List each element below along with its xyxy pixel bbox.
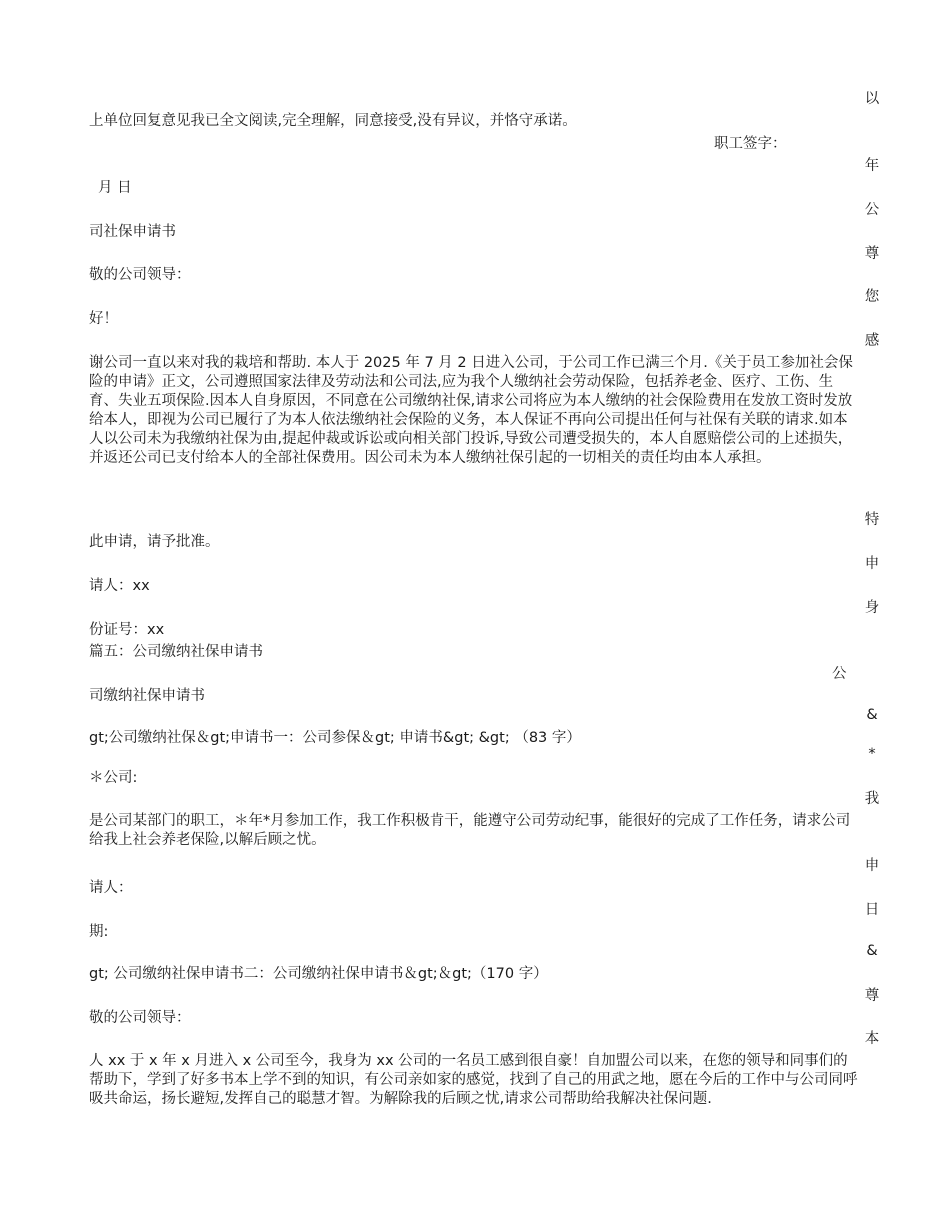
company-line: ＊公司: — [89, 770, 138, 786]
side-char: 您 — [864, 289, 880, 305]
hello-line: 好！ — [89, 311, 118, 327]
gt-line-1: gt;公司缴纳社保＆gt;申请书一：公司参保＆gt; 申请书&gt; &gt; （83 字） — [89, 730, 581, 746]
floating-char: 公 — [832, 666, 847, 682]
id-number-line: 份证号：xx — [89, 622, 165, 638]
side-char: 尊 — [864, 988, 880, 1004]
gt-line-2: gt; 公司缴纳社保申请书二：公司缴纳社保申请书＆gt;＆gt;（170 字） — [89, 966, 548, 982]
section-title-2: 司缴纳社保申请书 — [89, 688, 205, 704]
applicant-line-1: 请人：xx — [89, 578, 150, 594]
side-char: 感 — [864, 333, 880, 349]
body-paragraph-1: 谢公司一直以来对我的栽培和帮助. 本人于 2025 年 7 月 2 日进入公司，于公司工作已满三个月.《关于员工参加社会保险的申请》正文，公司遵照国家法律及劳动法和公司法,应为我个人缴纳社会劳动保险，包括养老金、医疗、工伤、生育、失业五项保险.因本人自身原因，不同意在公司缴纳社保,请求公司将应为本人缴纳的社会保险费用在发放工资时发放给本人，即视为公司已履行了为本人依法缴纳社会保险的义务，本人保证不再向公司提出任何与社保有关联的请求.如本人以公司未为我缴纳社保为由,提起仲裁或诉讼或向相关部门投诉,导致公司遭受损失的，本人自愿赔偿公司的上述损失，并返还公司已支付给本人的全部社保费用。因公司未为本人缴纳社保引起的一切相关的责任均由本人承担。 — [89, 355, 853, 466]
applicant-line-2: 请人： — [89, 880, 133, 896]
date-line: 月 日 — [98, 180, 132, 196]
side-char: 我 — [864, 791, 880, 807]
side-char: 本 — [864, 1031, 880, 1047]
side-char: 特 — [864, 512, 880, 528]
greeting-1: 敬的公司领导： — [89, 267, 191, 283]
section-title-1: 司社保申请书 — [89, 224, 176, 240]
period-line: 期: — [89, 924, 109, 940]
greeting-2: 敬的公司领导： — [89, 1010, 191, 1026]
approve-line: 此申请，请予批准。 — [89, 534, 220, 550]
employee-signature-label: 职工签字： — [714, 136, 787, 152]
side-char: 公 — [864, 202, 880, 218]
side-char: 申 — [864, 858, 880, 874]
side-char: 日 — [864, 902, 880, 918]
side-char: & — [866, 707, 878, 723]
line-commitment: 上单位回复意见我已全文阅读,完全理解，同意接受,没有异议，并恪守承诺。 — [89, 113, 577, 129]
side-char: 尊 — [864, 246, 880, 262]
side-char: 申 — [864, 556, 880, 572]
side-char: 以 — [864, 91, 880, 107]
body-paragraph-3: 人 xx 于 x 年 x 月进入 x 公司至今，我身为 xx 公司的一名员工感到很自豪！自加盟公司以来，在您的领导和同事们的帮助下，学到了好多书本上学不到的知识，有公司亲如家的感觉，找到了自己的用武之地，愿在今后的工作中与公司同呼吸共命运，扬长避短,发挥自己的聪慧才智。为解除我的后顾之忧,请求公司帮助给我解决社保问题. — [89, 1053, 858, 1107]
side-char: 年 — [864, 158, 880, 174]
side-char: 身 — [864, 600, 880, 616]
side-char: * — [868, 746, 876, 762]
body-paragraph-2: 是公司某部门的职工，＊年*月参加工作，我工作积极肯干，能遵守公司劳动纪事，能很好的完成了工作任务，请求公司给我上社会养老保险,以解后顾之忧。 — [89, 813, 851, 848]
chapter-five-heading: 篇五：公司缴纳社保申请书 — [89, 644, 263, 660]
side-char: & — [866, 943, 878, 959]
